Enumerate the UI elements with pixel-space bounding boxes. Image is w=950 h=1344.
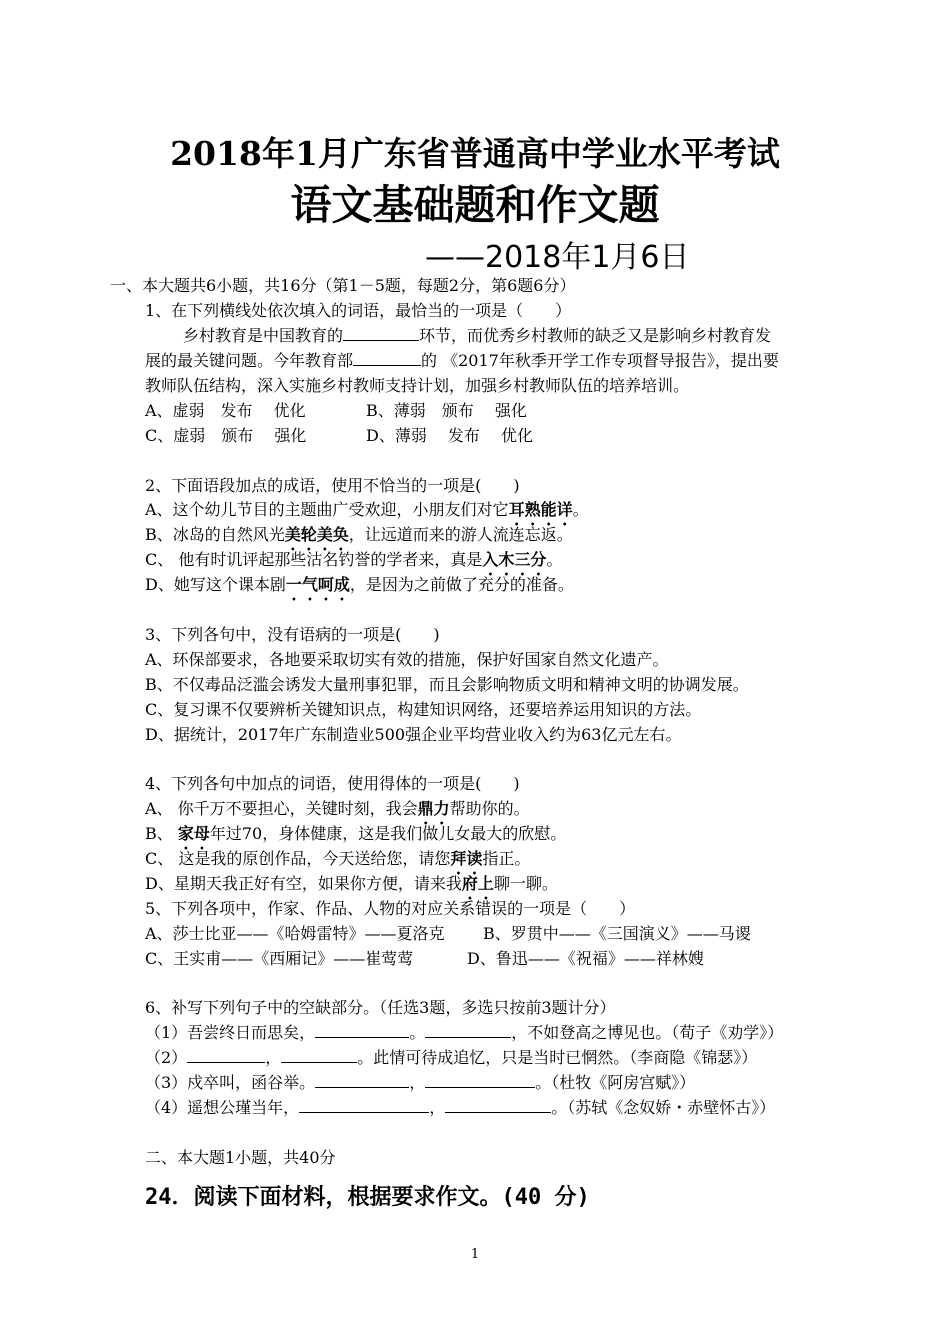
q2-option-d bbox=[145, 575, 574, 604]
exam-date: ——2018年1月6日 bbox=[425, 240, 690, 275]
sentence-text: 。（杜牧《阿房宫赋》） bbox=[535, 1073, 696, 1092]
dotted-idiom: 耳熟能详 bbox=[508, 500, 573, 519]
fill-blank bbox=[299, 1098, 429, 1113]
q6-stem: 6、补写下列句子中的空缺部分。（任选3题，多选只按前3题计分） bbox=[145, 998, 616, 1017]
dotted-word: 拜读 bbox=[450, 849, 483, 868]
option-text: 。 bbox=[572, 500, 589, 519]
fill-blank bbox=[315, 1073, 409, 1088]
option-text: B、 bbox=[145, 824, 178, 843]
q3-option-b: B、不仅毒品泛滥会诱发大量刑事犯罪，而且会影响物质文明和精神文明的协调发展。 bbox=[145, 675, 749, 694]
option-text: ，让远道而来的游人流连忘返。 bbox=[348, 525, 573, 544]
q6-sentence-1 bbox=[145, 1023, 783, 1043]
dotted-word: 府上 bbox=[461, 874, 494, 893]
page-number: 1 bbox=[470, 1247, 480, 1262]
sentence-text: 。此情可待成追忆，只是当时已惘然。（李商隐《锦瑟》） bbox=[357, 1048, 758, 1067]
fill-blank bbox=[425, 1073, 535, 1088]
q1-stem: 1、在下列横线处依次填入的词语，最恰当的一项是（ ） bbox=[145, 301, 572, 320]
option-text: A、 你千万不要担心，关键时刻，我会 bbox=[145, 799, 418, 818]
q5-option-d: D、鲁迅——《祝福》——祥林嫂 bbox=[467, 949, 704, 968]
title-line-1: 2018年1月广东省普通高中学业水平考试 bbox=[170, 134, 780, 173]
q2-stem: 2、下面语段加点的成语，使用不恰当的一项是( ) bbox=[145, 476, 520, 495]
option-text: 聊一聊。 bbox=[493, 874, 558, 893]
q1-passage-line-1 bbox=[183, 326, 771, 346]
option-text: 帮助你的。 bbox=[449, 799, 530, 818]
q5-option-c: C、王实甫——《西厢记》——崔莺莺 bbox=[145, 949, 414, 968]
sentence-text: ，不如登高之博见也。（荀子《劝学》） bbox=[511, 1023, 784, 1042]
q1-passage-text: 环节，而优秀乡村教师的缺乏又是影响乡村教育发 bbox=[419, 326, 772, 345]
q1-option-d: D、薄弱 发布 优化 bbox=[366, 426, 534, 445]
q5-option-b: B、罗贯中——《三国演义》——马谡 bbox=[483, 924, 751, 943]
option-text: 。 bbox=[546, 550, 563, 569]
q1-passage-line-2 bbox=[145, 351, 779, 371]
sentence-text: （4）遥想公瑾当年， bbox=[145, 1098, 300, 1117]
sentence-text: ， bbox=[265, 1048, 282, 1067]
dotted-idiom: 美轮美奂 bbox=[284, 525, 349, 544]
section-2-heading: 二、本大题1小题，共40分 bbox=[145, 1148, 336, 1167]
dotted-word: 鼎力 bbox=[417, 799, 450, 818]
dotted-idiom: 一气呵成 bbox=[285, 575, 350, 594]
q5-option-a: A、莎士比亚——《哈姆雷特》——夏洛克 bbox=[145, 924, 445, 943]
option-text: 指正。 bbox=[482, 849, 531, 868]
fill-blank bbox=[343, 326, 419, 341]
sentence-text: （3）戍卒叫，函谷举。 bbox=[145, 1073, 316, 1092]
option-text: B、冰岛的自然风光 bbox=[145, 525, 285, 544]
sentence-text: 。 bbox=[409, 1023, 426, 1042]
fill-blank bbox=[315, 1023, 409, 1038]
sentence-text: （2） bbox=[145, 1048, 188, 1067]
fill-blank bbox=[425, 1023, 511, 1038]
q1-passage-text: 展的最关键问题。今年教育部 bbox=[145, 351, 354, 370]
option-text: D、星期天我正好有空，如果你方便，请来我 bbox=[145, 874, 462, 893]
option-text: ，是因为之前做了充分的准备。 bbox=[349, 575, 574, 594]
q3-stem: 3、下列各句中，没有语病的一项是( ) bbox=[145, 625, 440, 644]
fill-blank bbox=[353, 351, 421, 366]
fill-blank bbox=[445, 1098, 551, 1113]
q4-stem: 4、下列各句中加点的词语，使用得体的一项是( ) bbox=[145, 774, 520, 793]
q1-option-b: B、薄弱 颁布 强化 bbox=[366, 401, 527, 420]
section-1-heading: 一、本大题共6小题，共16分（第1－5题，每题2分，第6题6分） bbox=[110, 276, 576, 295]
fill-blank bbox=[187, 1048, 265, 1063]
sentence-text: 。（苏轼《念奴娇・赤壁怀古》） bbox=[551, 1098, 776, 1117]
q5-stem: 5、下列各项中，作家、作品、人物的对应关系错误的一项是（ ） bbox=[145, 899, 636, 918]
q1-option-a: A、虚弱 发布 优化 bbox=[145, 401, 306, 420]
q1-passage-text: 的 《2017年秋季开学工作专项督导报告》，提出要 bbox=[421, 351, 779, 370]
q6-sentence-3 bbox=[145, 1073, 695, 1093]
q1-option-c: C、虚弱 颁布 强化 bbox=[145, 426, 307, 445]
option-text: D、她写这个课本剧 bbox=[145, 575, 286, 594]
fill-blank bbox=[281, 1048, 357, 1063]
sentence-text: ， bbox=[409, 1073, 426, 1092]
sentence-text: （1）吾尝终日而思矣， bbox=[145, 1023, 316, 1042]
q1-passage-text: 乡村教育是中国教育的 bbox=[183, 326, 344, 345]
option-text: C、 这是我的原创作品，今天送给您，请您 bbox=[145, 849, 451, 868]
title-line-2: 语文基础题和作文题 bbox=[290, 181, 660, 229]
dotted-word: 家母 bbox=[177, 824, 210, 843]
essay-question: 24．阅读下面材料，根据要求作文。(40 分) bbox=[145, 1185, 590, 1210]
q1-passage-line-3: 教师队伍结构，深入实施乡村教师支持计划，加强乡村教师队伍的培养培训。 bbox=[145, 376, 690, 395]
q3-option-d: D、据统计，2017年广东制造业500强企业平均营业收入约为63亿元左右。 bbox=[145, 725, 682, 744]
q6-sentence-4 bbox=[145, 1098, 775, 1118]
q3-option-a: A、环保部要求，各地要采取切实有效的措施，保护好国家自然文化遗产。 bbox=[145, 650, 669, 669]
option-text: A、这个幼儿节目的主题曲广受欢迎，小朋友们对它 bbox=[145, 500, 509, 519]
q6-sentence-2 bbox=[145, 1048, 757, 1068]
option-text: 年过70，身体健康，这是我们做儿女最大的欣慰。 bbox=[209, 824, 567, 843]
sentence-text: ， bbox=[429, 1098, 446, 1117]
q3-option-c: C、复习课不仅要辨析关键知识点，构建知识网络，还要培养运用知识的方法。 bbox=[145, 700, 702, 719]
option-text: C、 他有时讥评起那些沽名钓誉的学者来，真是 bbox=[145, 550, 483, 569]
dotted-idiom: 入木三分 bbox=[482, 550, 547, 569]
